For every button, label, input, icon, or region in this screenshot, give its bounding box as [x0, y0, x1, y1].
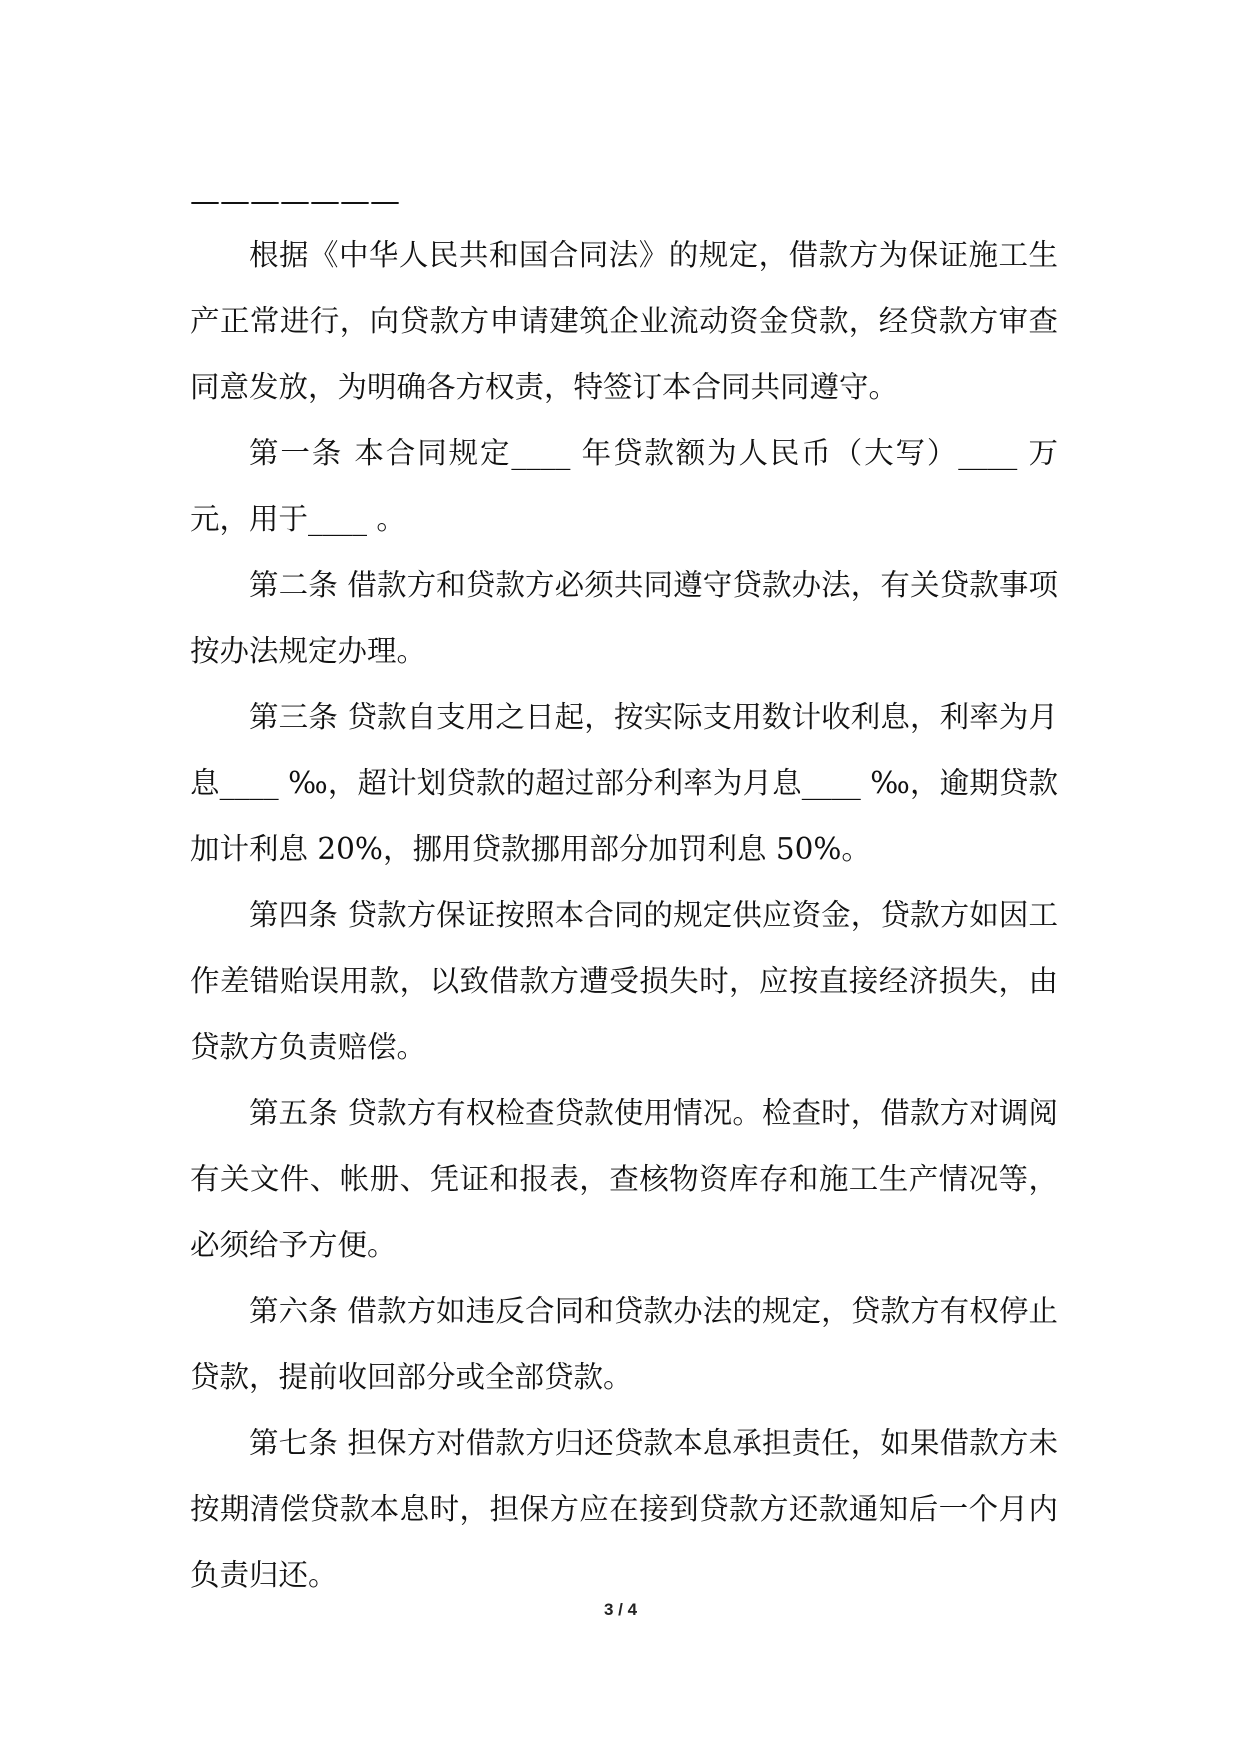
article-7-paragraph: 第七条 担保方对借款方归还贷款本息承担责任，如果借款方未按期清偿贷款本息时，担保方应在接到贷款方还款通知后一个月内负责归还。	[190, 1426, 1058, 1592]
article-6-paragraph: 第六条 借款方如违反合同和贷款办法的规定，贷款方有权停止贷款，提前收回部分或全部贷款。	[190, 1294, 1058, 1394]
article-4-paragraph: 第四条 贷款方保证按照本合同的规定供应资金，贷款方如因工作差错贻误用款，以致借款方遭受损失时，应按直接经济损失，由贷款方负责赔偿。	[190, 898, 1058, 1064]
article-3-paragraph: 第三条 贷款自支用之日起，按实际支用数计收利息，利率为月息____ ‰，超计划贷款的超过部分利率为月息____ ‰，逾期贷款加计利息 20%，挪用贷款挪用部分加罚利息 50%。	[190, 700, 1058, 866]
article-1-paragraph: 第一条 本合同规定____ 年贷款额为人民币（大写）____ 万元，用于____ 。	[190, 436, 1058, 536]
preamble-paragraph: 根据《中华人民共和国合同法》的规定，借款方为保证施工生产正常进行，向贷款方申请建筑企业流动资金贷款，经贷款方审查同意发放，为明确各方权责，特签订本合同共同遵守。	[190, 238, 1058, 404]
top-dash-line: ———————	[190, 184, 400, 219]
article-2-paragraph: 第二条 借款方和贷款方必须共同遵守贷款办法，有关贷款事项按办法规定办理。	[190, 568, 1058, 668]
article-5-paragraph: 第五条 贷款方有权检查贷款使用情况。检查时，借款方对调阅有关文件、帐册、凭证和报表，查核物资库存和施工生产情况等，必须给予方便。	[190, 1096, 1058, 1262]
page-number: 3 / 4	[603, 1600, 638, 1619]
contract-body	[190, 222, 1058, 1608]
